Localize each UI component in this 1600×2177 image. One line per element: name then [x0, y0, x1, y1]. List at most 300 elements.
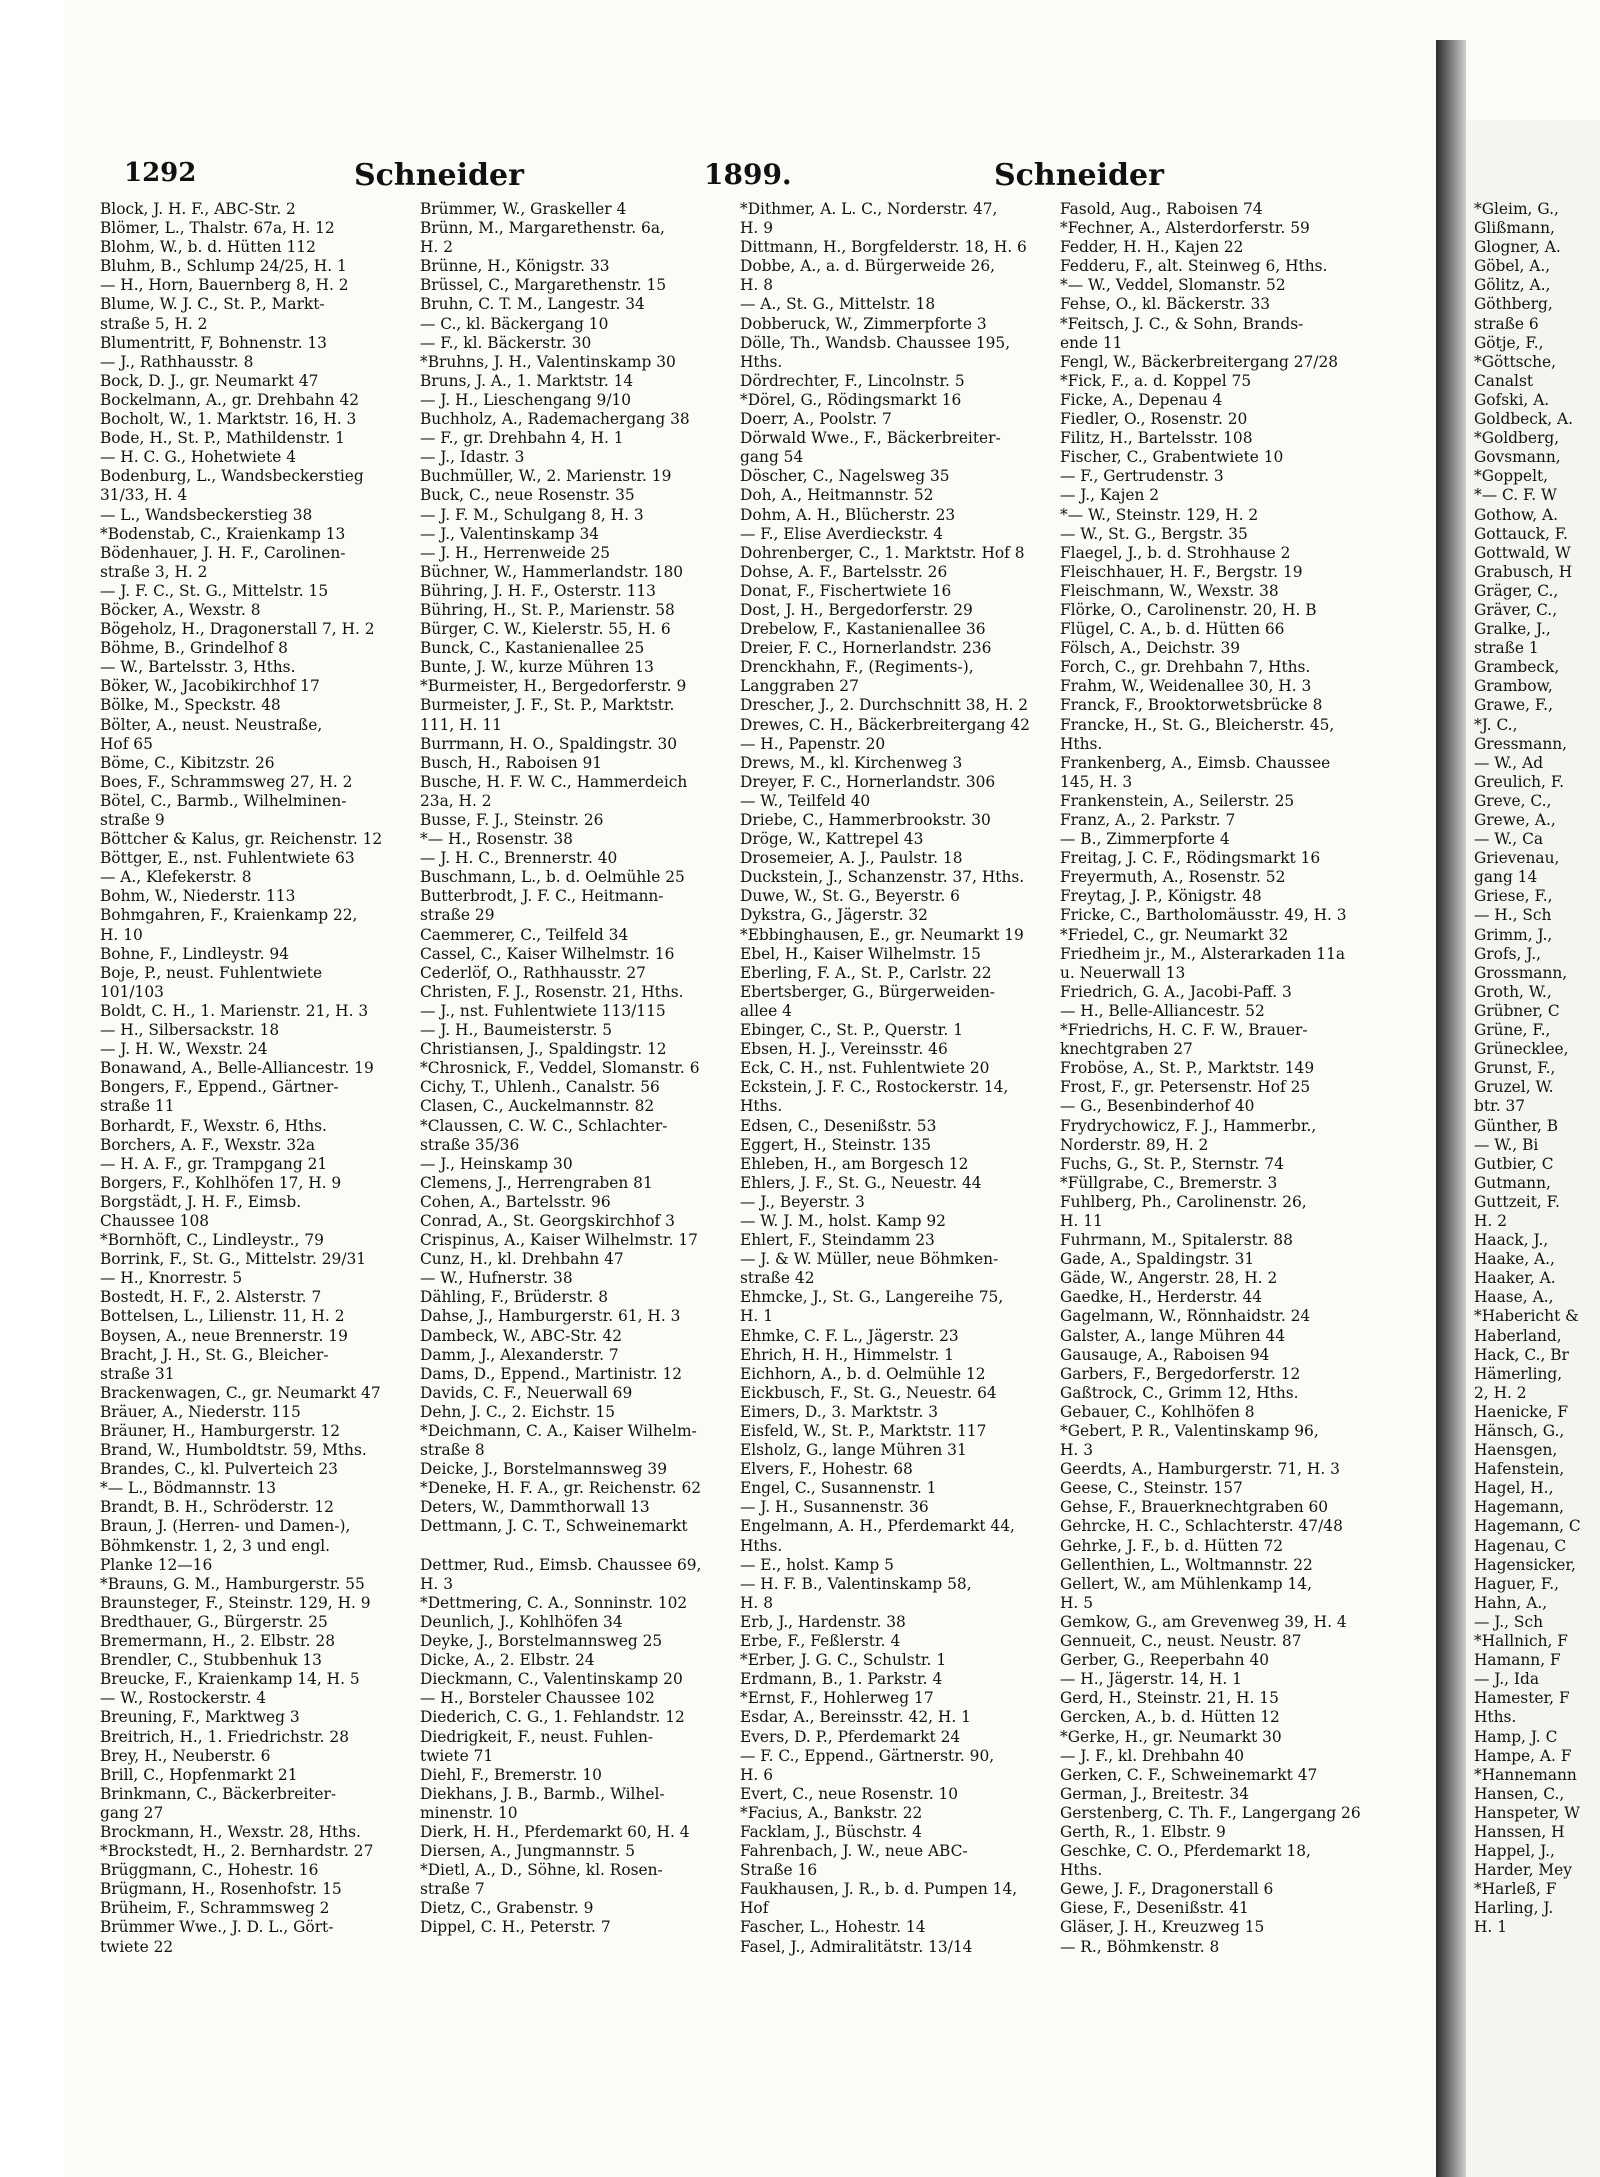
directory-entry-line: Doerr, A., Poolstr. 7	[740, 410, 892, 429]
directory-entry-line: Boysen, A., neue Brennerstr. 19	[100, 1326, 348, 1345]
directory-entry-line: Bodenburg, L., Wandsbeckerstieg	[100, 467, 364, 486]
directory-entry-line: Eck, C. H., nst. Fuhlentwiete 20	[740, 1059, 990, 1078]
directory-entry-line: straße 1	[1474, 639, 1539, 658]
directory-entry-line: Faukhausen, J. R., b. d. Pumpen 14,	[740, 1880, 1018, 1899]
directory-entry-line: Grawe, F.,	[1474, 696, 1553, 715]
directory-entry-line: H. 2	[1474, 1211, 1507, 1230]
directory-entry-line: Günther, B	[1474, 1116, 1559, 1135]
directory-entry-line: Filitz, H., Bartelsstr. 108	[1060, 429, 1253, 448]
directory-entry-line: H. 8	[740, 1593, 773, 1612]
directory-entry-line: Böhmkenstr. 1, 2, 3 und engl.	[100, 1536, 331, 1555]
directory-entry-line: Buck, C., neue Rosenstr. 35	[420, 486, 635, 505]
directory-entry-line: Fahrenbach, J. W., neue ABC-	[740, 1842, 968, 1861]
directory-entry-line: Dambeck, W., ABC-Str. 42	[420, 1326, 623, 1345]
directory-entry-line: — J. H., Lieschengang 9/10	[420, 390, 632, 409]
directory-entry-line: — H., Papenstr. 20	[740, 734, 886, 753]
directory-entry-line: Harder, Mey	[1474, 1861, 1572, 1880]
directory-entry-line: Hagenau, C	[1474, 1536, 1567, 1555]
directory-entry-line: — H., Borsteler Chaussee 102	[420, 1689, 655, 1708]
directory-entry-line: Goldbeck, A.	[1474, 410, 1574, 429]
directory-entry-line: *— W., Veddel, Slomanstr. 52	[1060, 276, 1286, 295]
directory-entry-line: Garbers, F., Bergedorferstr. 12	[1060, 1364, 1301, 1383]
directory-entry-line: Cichy, T., Uhlenh., Canalstr. 56	[420, 1078, 660, 1097]
directory-entry-line: — W., Bi	[1474, 1135, 1539, 1154]
directory-entry-line: Freyermuth, A., Rosenstr. 52	[1060, 868, 1286, 887]
directory-entry-line: Gercken, A., b. d. Hütten 12	[1060, 1708, 1280, 1727]
directory-entry-line: — J., Ida	[1474, 1670, 1540, 1689]
directory-entry-line: Fleischmann, W., Wexstr. 38	[1060, 581, 1279, 600]
directory-entry-line: Brendler, C., Stubbenhuk 13	[100, 1651, 322, 1670]
directory-entry-line: *— H., Rosenstr. 38	[420, 830, 573, 849]
directory-entry-line: Gottwald, W	[1474, 543, 1571, 562]
directory-entry-line: Bunck, C., Kastanienallee 25	[420, 639, 645, 658]
directory-entry-line: *Gebert, P. R., Valentinskamp 96,	[1060, 1422, 1319, 1440]
directory-entry-line: Brackenwagen, C., gr. Neumarkt 47	[100, 1383, 381, 1402]
directory-entry-line: Blume, W. J. C., St. P., Markt-	[100, 295, 325, 314]
directory-entry-line: Grievenau,	[1474, 849, 1560, 868]
directory-entry-line: Erbe, F., Feßlerstr. 4	[740, 1632, 901, 1651]
directory-entry-line: Breuning, F., Marktweg 3	[100, 1708, 300, 1727]
directory-entry-line: Dippel, C. H., Peterstr. 7	[420, 1918, 611, 1937]
directory-entry-line: — W., Hufnerstr. 38	[420, 1269, 573, 1288]
directory-entry-line: straße 3, H. 2	[100, 562, 208, 581]
directory-entry-line: Bögeholz, H., Dragonerstall 7, H. 2	[100, 620, 375, 639]
directory-entry-line: Dietz, C., Grabenstr. 9	[420, 1899, 594, 1918]
directory-column-4	[1060, 200, 1390, 1957]
directory-entry-line: Grabusch, H	[1474, 562, 1573, 581]
directory-entry-line: H. 2	[420, 238, 453, 257]
directory-entry-line: Dobbe, A., a. d. Bürgerweide 26,	[740, 257, 996, 276]
directory-entry-line: Hagel, H.,	[1474, 1479, 1554, 1498]
directory-entry-line: Gäde, W., Angerstr. 28, H. 2	[1060, 1269, 1278, 1288]
directory-entry-line: Drescher, J., 2. Durchschnitt 38, H. 2	[740, 696, 1029, 715]
directory-entry-line: Elsholz, G., lange Mühren 31	[740, 1441, 967, 1460]
directory-entry-line: Dohrenberger, C., 1. Marktstr. Hof 8	[740, 543, 1025, 562]
directory-entry-line: Brandt, B. H., Schröderstr. 12	[100, 1498, 334, 1517]
directory-entry-line: *Hannemann	[1474, 1765, 1577, 1784]
directory-entry-line: straße 35/36	[420, 1135, 520, 1154]
directory-entry-line: Gebauer, C., Kohlhöfen 8	[1060, 1402, 1255, 1421]
directory-entry-line: *Dithmer, A. L. C., Norderstr. 47,	[740, 200, 998, 218]
directory-entry-line: Grossmann,	[1474, 963, 1568, 982]
directory-entry-line: Gerstenberg, C. Th. F., Langergang 26	[1060, 1803, 1361, 1822]
directory-entry-line: Bocholt, W., 1. Marktstr. 16, H. 3	[100, 410, 357, 429]
directory-entry-line: Hths.	[740, 1097, 783, 1116]
directory-entry-line: Geese, C., Steinstr. 157	[1060, 1479, 1243, 1498]
directory-entry-line: Göthberg,	[1474, 295, 1553, 314]
directory-entry-line: — H., Silbersackstr. 18	[100, 1021, 280, 1040]
directory-entry-line: — F., Elise Averdieckstr. 4	[740, 524, 944, 543]
directory-entry-line: Duckstein, J., Schanzenstr. 37, Hths.	[740, 868, 1025, 887]
directory-entry-line: Haake, A.,	[1474, 1250, 1555, 1269]
directory-entry-line: gang 54	[740, 448, 804, 467]
directory-entry-line: Diekhans, J. B., Barmb., Wilhel-	[420, 1784, 665, 1803]
directory-entry-line: Blohm, W., b. d. Hütten 112	[100, 238, 316, 257]
directory-entry-line: — J., Valentinskamp 34	[420, 524, 600, 543]
directory-entry-line: Brügmann, H., Rosenhofstr. 15	[100, 1880, 342, 1899]
directory-entry-line: Engelmann, A. H., Pferdemarkt 44,	[740, 1517, 1015, 1536]
directory-entry-line: Frankenberg, A., Eimsb. Chaussee	[1060, 753, 1331, 772]
directory-entry-line: u. Neuerwall 13	[1060, 963, 1186, 982]
directory-entry-line: Brinkmann, C., Bäckerbreiter-	[100, 1784, 337, 1803]
directory-entry-line: Fuhlberg, Ph., Carolinenstr. 26,	[1060, 1192, 1307, 1211]
directory-entry-line: Haberland,	[1474, 1326, 1562, 1345]
directory-entry-line: Diedrigkeit, F., neust. Fuhlen-	[420, 1727, 654, 1746]
directory-entry-line: — G., Besenbinderhof 40	[1060, 1097, 1255, 1116]
directory-entry-line: Eggert, H., Steinstr. 135	[740, 1135, 932, 1154]
directory-entry-line: Geschke, C. O., Pferdemarkt 18,	[1060, 1842, 1311, 1861]
directory-entry-line: Drenckhahn, F., (Regiments-),	[740, 658, 974, 677]
directory-entry-line: Busch, H., Raboisen 91	[420, 753, 603, 772]
directory-entry-line: Ehrich, H. H., Himmelstr. 1	[740, 1345, 954, 1364]
directory-entry-line: Donat, F., Fischertwiete 16	[740, 581, 952, 600]
directory-entry-line: Hanspeter, W	[1474, 1803, 1580, 1822]
directory-entry-line: Dettmann, J. C. T., Schweinemarkt	[420, 1517, 688, 1536]
directory-entry-line: Gaedke, H., Herderstr. 44	[1060, 1288, 1263, 1307]
directory-entry-line: Bühring, H., St. P., Marienstr. 58	[420, 600, 675, 619]
directory-entry-line: Dost, J. H., Bergedorferstr. 29	[740, 600, 973, 619]
directory-entry-line: Dittmann, H., Borgfelderstr. 18, H. 6	[740, 238, 1027, 257]
directory-entry-line: Cassel, C., Kaiser Wilhelmstr. 16	[420, 944, 675, 963]
directory-entry-line: — J. & W. Müller, neue Böhmken-	[740, 1250, 999, 1269]
directory-entry-line: Grewe, A.,	[1474, 811, 1556, 829]
directory-entry-line: Drewes, C. H., Bäckerbreitergang 42	[740, 715, 1030, 734]
directory-entry-line: Fiedler, O., Rosenstr. 20	[1060, 410, 1248, 429]
directory-entry-line: — A., St. G., Mittelstr. 18	[740, 295, 936, 314]
directory-entry-line: Christen, F. J., Rosenstr. 21, Hths.	[420, 982, 684, 1001]
directory-entry-line: Götje, F.,	[1474, 333, 1544, 352]
directory-entry-line: Borchers, A. F., Wexstr. 32a	[100, 1135, 316, 1154]
directory-entry-line: *Harleß, F	[1474, 1880, 1557, 1899]
directory-entry-line: — W., Bartelsstr. 3, Hths.	[100, 658, 296, 677]
directory-entry-line: Brüssel, C., Margarethenstr. 15	[420, 276, 667, 295]
directory-entry-line: Ehleben, H., am Borgesch 12	[740, 1154, 969, 1173]
directory-entry-line: *Facius, A., Bankstr. 22	[740, 1803, 923, 1822]
directory-entry-line: Dams, D., Eppend., Martinistr. 12	[420, 1364, 683, 1383]
directory-entry-line: Dörwald Wwe., F., Bäckerbreiter-	[740, 429, 1001, 448]
directory-entry-line: Hths.	[1060, 734, 1103, 753]
directory-entry-line: Bräuer, A., Niederstr. 115	[100, 1402, 301, 1421]
directory-entry-line: Boes, F., Schrammsweg 27, H. 2	[100, 772, 353, 791]
directory-entry-line: — H. A. F., gr. Trampgang 21	[100, 1154, 328, 1173]
directory-entry-line: Clemens, J., Herrengraben 81	[420, 1173, 653, 1192]
directory-entry-line: *Füllgrabe, C., Bremerstr. 3	[1060, 1173, 1278, 1192]
directory-entry-line: Happel, J.,	[1474, 1842, 1555, 1861]
directory-entry-line: Fascher, L., Hohestr. 14	[740, 1918, 926, 1937]
directory-entry-line: Forch, C., gr. Drehbahn 7, Hths.	[1060, 658, 1311, 677]
directory-entry-line: Dröge, W., Kattrepel 43	[740, 830, 924, 849]
directory-entry-line: Ebertsberger, G., Bürgerweiden-	[740, 982, 995, 1001]
directory-entry-line: Fuchs, G., St. P., Sternstr. 74	[1060, 1154, 1284, 1173]
directory-entry-line: Gläser, J. H., Kreuzweg 15	[1060, 1918, 1265, 1937]
directory-entry-line: Fasold, Aug., Raboisen 74	[1060, 200, 1263, 218]
directory-entry-line: Breucke, F., Kraienkamp 14, H. 5	[100, 1670, 360, 1689]
directory-entry-line: Hämerling,	[1474, 1364, 1563, 1383]
directory-entry-line: — H. C. G., Hohetwiete 4	[100, 448, 296, 467]
directory-entry-line: *Ebbinghausen, E., gr. Neumarkt 19	[740, 925, 1024, 944]
directory-entry-line: Frahm, W., Weidenallee 30, H. 3	[1060, 677, 1312, 696]
directory-entry-line: *Bodenstab, C., Kraienkamp 13	[100, 524, 346, 543]
directory-entry-line: Caemmerer, C., Teilfeld 34	[420, 925, 629, 944]
directory-entry-line: — J., Rathhausstr. 8	[100, 352, 254, 371]
directory-entry-line: Brey, H., Neuberstr. 6	[100, 1746, 271, 1765]
directory-entry-line: Griese, F.,	[1474, 887, 1553, 906]
directory-entry-line: Brockmann, H., Wexstr. 28, Hths.	[100, 1822, 361, 1841]
directory-entry-line: Gellert, W., am Mühlenkamp 14,	[1060, 1574, 1312, 1593]
directory-entry-line: — J. H. C., Brennerstr. 40	[420, 849, 618, 868]
directory-entry-line: Ebel, H., Kaiser Wilhelmstr. 15	[740, 944, 981, 963]
directory-entry-line: Borrink, F., St. G., Mittelstr. 29/31	[100, 1250, 367, 1269]
directory-entry-line: Frost, F., gr. Petersenstr. Hof 25	[1060, 1078, 1311, 1097]
directory-entry-line: Ehlert, F., Steindamm 23	[740, 1231, 935, 1250]
directory-entry-line: Fuhrmann, M., Spitalerstr. 88	[1060, 1231, 1293, 1250]
directory-entry-line: Borgstädt, J. H. F., Eimsb.	[100, 1192, 302, 1211]
directory-column-1	[100, 200, 400, 1957]
directory-entry-line: *Brauns, G. M., Hamburgerstr. 55	[100, 1574, 365, 1593]
directory-entry-line: Deyke, J., Borstelmannsweg 25	[420, 1632, 663, 1651]
directory-entry-line: Hänsch, G.,	[1474, 1422, 1565, 1440]
directory-entry-line: Haenicke, F	[1474, 1402, 1569, 1421]
directory-entry-line: Hths.	[740, 1536, 783, 1555]
directory-entry-line: Harling, J.	[1474, 1899, 1554, 1918]
directory-entry-line: Block, J. H. F., ABC-Str. 2	[100, 200, 296, 218]
directory-entry-line: Deicke, J., Borstelmannsweg 39	[420, 1460, 668, 1479]
directory-entry-line: Cunz, H., kl. Drehbahn 47	[420, 1250, 624, 1269]
directory-entry-line: Greulich, F.	[1474, 772, 1565, 791]
directory-entry-line: 111, H. 11	[420, 715, 502, 734]
directory-entry-line: Guttzeit, F.	[1474, 1192, 1560, 1211]
directory-entry-line: Brünne, H., Königstr. 33	[420, 257, 610, 276]
directory-entry-line: H. 5	[1060, 1593, 1093, 1612]
directory-entry-line: Fengl, W., Bäckerbreitergang 27/28	[1060, 352, 1339, 371]
directory-entry-line: — F., kl. Bäckerstr. 30	[420, 333, 592, 352]
directory-entry-line: — J., Kajen 2	[1060, 486, 1160, 505]
directory-entry-line: Chaussee 108	[100, 1211, 210, 1230]
directory-entry-line: Brand, W., Humboldtstr. 59, Mths.	[100, 1441, 367, 1460]
directory-entry-line: Brandes, C., kl. Pulverteich 23	[100, 1460, 338, 1479]
directory-entry-line: Ebinger, C., St. P., Querstr. 1	[740, 1021, 963, 1040]
directory-entry-line: Hahn, A.,	[1474, 1593, 1548, 1612]
directory-entry-line: *Claussen, C. W. C., Schlachter-	[420, 1116, 668, 1135]
directory-entry-line: Hansen, C.,	[1474, 1784, 1565, 1803]
directory-entry-line: *— L., Bödmannstr. 13	[100, 1479, 277, 1498]
directory-entry-line: *Erber, J. G. C., Schulstr. 1	[740, 1651, 947, 1670]
directory-entry-line: Gutbier, C	[1474, 1154, 1554, 1173]
directory-entry-line: — J., Heinskamp 30	[420, 1154, 573, 1173]
directory-entry-line: Fedderu, F., alt. Steinweg 6, Hths.	[1060, 257, 1328, 276]
directory-entry-line: Norderstr. 89, H. 2	[1060, 1135, 1209, 1154]
directory-entry-line: Bunte, J. W., kurze Mühren 13	[420, 658, 654, 677]
directory-entry-line: Eisfeld, W., St. P., Marktstr. 117	[740, 1422, 987, 1440]
directory-entry-line: Gressmann,	[1474, 734, 1568, 753]
directory-entry-line: H. 6	[740, 1765, 773, 1784]
directory-entry-line: Freytag, J. P., Königstr. 48	[1060, 887, 1262, 906]
directory-entry-line: Gölitz, A.,	[1474, 276, 1551, 295]
directory-entry-line: Buschmann, L., b. d. Oelmühle 25	[420, 868, 685, 887]
directory-entry-line: Grambeck,	[1474, 658, 1560, 677]
directory-entry-line: Evert, C., neue Rosenstr. 10	[740, 1784, 959, 1803]
directory-entry-line: Canalst	[1474, 371, 1534, 390]
directory-entry-line: Deters, W., Dammthorwall 13	[420, 1498, 650, 1517]
directory-entry-line: Eberling, F. A., St. P., Carlstr. 22	[740, 963, 992, 982]
directory-entry-line: Dreyer, F. C., Hornerlandstr. 306	[740, 772, 996, 791]
directory-entry-line: Galster, A., lange Mühren 44	[1060, 1326, 1286, 1345]
directory-entry-line: *Dörel, G., Rödingsmarkt 16	[740, 390, 962, 409]
directory-entry-line: Dehn, J. C., 2. Eichstr. 15	[420, 1402, 616, 1421]
directory-entry-line: *Ernst, F., Hohlerweg 17	[740, 1689, 934, 1708]
directory-entry-line: Drosemeier, A. J., Paulstr. 18	[740, 849, 963, 868]
directory-column-3	[740, 200, 1040, 1957]
directory-entry-line: Edsen, C., Desenißstr. 53	[740, 1116, 937, 1135]
directory-entry-line: — J. H., Baumeisterstr. 5	[420, 1021, 613, 1040]
directory-entry-line: Ficke, A., Depenau 4	[1060, 390, 1223, 409]
directory-entry-line: btr. 37	[1474, 1097, 1526, 1116]
directory-entry-line: — J., Idastr. 3	[420, 448, 525, 467]
directory-entry-line: Grünecklee,	[1474, 1040, 1569, 1059]
directory-entry-line: *Gerke, H., gr. Neumarkt 30	[1060, 1727, 1282, 1746]
directory-entry-line: *Feitsch, J. C., & Sohn, Brands-	[1060, 314, 1304, 333]
directory-entry-line: Evers, D. P., Pferdemarkt 24	[740, 1727, 961, 1746]
directory-entry-line: Fehse, O., kl. Bäckerstr. 33	[1060, 295, 1271, 314]
directory-entry-line: Friedrich, G. A., Jacobi-Paff. 3	[1060, 982, 1292, 1001]
directory-entry-line: straße 11	[100, 1097, 175, 1116]
directory-entry-line: Dahse, J., Hamburgerstr. 61, H. 3	[420, 1307, 681, 1326]
directory-entry-line: Breitrich, H., 1. Friedrichstr. 28	[100, 1727, 349, 1746]
directory-entry-line: *Fick, F., a. d. Koppel 75	[1060, 371, 1252, 390]
directory-entry-line: Duwe, W., St. G., Beyerstr. 6	[740, 887, 960, 906]
directory-entry-line: Bockelmann, A., gr. Drehbahn 42	[100, 390, 360, 409]
directory-entry-line: H. 1	[740, 1307, 773, 1326]
directory-entry-line: Gutmann,	[1474, 1173, 1551, 1192]
directory-entry-line: Bölter, A., neust. Neustraße,	[100, 715, 323, 734]
directory-entry-line: Hof	[740, 1899, 769, 1918]
directory-entry-line: Franz, A., 2. Parkstr. 7	[1060, 811, 1236, 829]
directory-entry-line: Dähling, F., Brüderstr. 8	[420, 1288, 608, 1307]
year-heading: 1899.	[704, 158, 792, 191]
page-number: 1292	[124, 158, 197, 188]
directory-entry-line: Hths.	[740, 352, 783, 371]
directory-entry-line: H. 8	[740, 276, 773, 295]
directory-entry-line: Hagemann,	[1474, 1498, 1565, 1517]
directory-entry-line: *Chrosnick, F., Veddel, Slomanstr. 6	[420, 1059, 700, 1078]
directory-entry-line: Flaegel, J., b. d. Strohhause 2	[1060, 543, 1291, 562]
directory-entry-line: Fedder, H. H., Kajen 22	[1060, 238, 1244, 257]
directory-entry-line: gang 27	[100, 1803, 164, 1822]
directory-entry-line: Erb, J., Hardenstr. 38	[740, 1612, 906, 1631]
directory-entry-line: *Fechner, A., Alsterdorferstr. 59	[1060, 219, 1310, 238]
directory-entry-line: Grunst, F.,	[1474, 1059, 1556, 1078]
directory-entry-line: Brümmer Wwe., J. D. L., Gört-	[100, 1918, 334, 1937]
directory-entry-line: Dettmer, Rud., Eimsb. Chaussee 69,	[420, 1555, 702, 1574]
directory-entry-line: Gennueit, C., neust. Neustr. 87	[1060, 1632, 1302, 1651]
directory-entry-line: Gagelmann, W., Rönnhaidstr. 24	[1060, 1307, 1311, 1326]
directory-entry-line: — J. F. C., St. G., Mittelstr. 15	[100, 581, 329, 600]
directory-entry-line: H. 3	[420, 1574, 453, 1593]
directory-entry-line: Brünn, M., Margarethenstr. 6a,	[420, 219, 665, 238]
directory-entry-line: Dohse, A. F., Bartelsstr. 26	[740, 562, 948, 581]
directory-entry-line: Boldt, C. H., 1. Marienstr. 21, H. 3	[100, 1001, 369, 1020]
directory-entry-line: knechtgraben 27	[1060, 1040, 1193, 1059]
directory-entry-line: Bühring, J. H. F., Osterstr. 113	[420, 581, 656, 600]
directory-entry-line: Bohm, W., Niederstr. 113	[100, 887, 296, 906]
directory-entry-line: Gerd, H., Steinstr. 21, H. 15	[1060, 1689, 1279, 1708]
directory-entry-line: — W., Teilfeld 40	[740, 791, 871, 810]
directory-entry-line: Eimers, D., 3. Marktstr. 3	[740, 1402, 939, 1421]
directory-entry-line: Bohmgahren, F., Kraienkamp 22,	[100, 906, 358, 925]
directory-entry-line: Drews, M., kl. Kirchenweg 3	[740, 753, 963, 772]
directory-entry-line: straße 7	[420, 1880, 485, 1899]
directory-entry-line: Fasel, J., Admiralitätstr. 13/14	[740, 1937, 973, 1956]
directory-entry-line: ende 11	[1060, 333, 1123, 352]
directory-entry-line: 145, H. 3	[1060, 772, 1133, 791]
directory-entry-line: Bracht, J. H., St. G., Bleicher-	[100, 1345, 329, 1364]
directory-entry-line: Grübner, C	[1474, 1001, 1560, 1020]
directory-entry-line: Gewe, J. F., Dragonerstall 6	[1060, 1880, 1274, 1899]
right-running-heading: Schneider	[994, 158, 1164, 193]
directory-entry-line: Esdar, A., Bereinsstr. 42, H. 1	[740, 1708, 971, 1727]
directory-entry-line: — W., Ad	[1474, 753, 1544, 772]
directory-entry-line: Diederich, C. G., 1. Fehlandstr. 12	[420, 1708, 685, 1727]
directory-entry-line: — B., Zimmerpforte 4	[1060, 830, 1230, 849]
directory-entry-line: *Hallnich, F	[1474, 1632, 1568, 1651]
directory-entry-line: Gehrke, J. F., b. d. Hütten 72	[1060, 1536, 1284, 1555]
directory-entry-line: — H., Horn, Bauernberg 8, H. 2	[100, 276, 349, 295]
directory-entry-line: Froböse, A., St. P., Marktstr. 149	[1060, 1059, 1315, 1078]
directory-entry-line: — J. H. W., Wexstr. 24	[100, 1040, 268, 1059]
directory-entry-line: German, J., Breitestr. 34	[1060, 1784, 1249, 1803]
directory-entry-line: straße 42	[740, 1269, 815, 1288]
directory-entry-line: Eckstein, J. F. C., Rostockerstr. 14,	[740, 1078, 1009, 1097]
directory-entry-line: Gofski, A.	[1474, 390, 1550, 409]
directory-entry-line: Gruzel, W.	[1474, 1078, 1554, 1097]
directory-entry-line: Drebelow, F., Kastanienallee 36	[740, 620, 986, 639]
directory-entry-line: Clasen, C., Auckelmannstr. 82	[420, 1097, 655, 1116]
directory-entry-line: Gehrcke, H. C., Schlachterstr. 47/48	[1060, 1517, 1343, 1536]
directory-entry-line: Fölsch, A., Deichstr. 39	[1060, 639, 1241, 658]
directory-entry-line: Bostedt, H. F., 2. Alsterstr. 7	[100, 1288, 322, 1307]
directory-entry-line: Böhme, B., Grindelhof 8	[100, 639, 288, 658]
directory-entry-line: Planke 12—16	[100, 1555, 213, 1574]
directory-entry-line: Fricke, C., Bartholomäusstr. 49, H. 3	[1060, 906, 1347, 925]
directory-entry-line: Bode, H., St. P., Mathildenstr. 1	[100, 429, 345, 448]
directory-entry-line: Braun, J. (Herren- und Damen-),	[100, 1517, 351, 1536]
directory-entry-line: Bongers, F., Eppend., Gärtner-	[100, 1078, 339, 1097]
directory-entry-line: — F. C., Eppend., Gärtnerstr. 90,	[740, 1746, 995, 1765]
directory-entry-line: — W., St. G., Bergstr. 35	[1060, 524, 1248, 543]
directory-entry-line: *Göttsche,	[1474, 352, 1557, 371]
directory-entry-line: Deunlich, J., Kohlhöfen 34	[420, 1612, 623, 1631]
directory-entry-line: Burmeister, J. F., St. P., Marktstr.	[420, 696, 675, 715]
directory-entry-line: Brüheim, F., Schrammsweg 2	[100, 1899, 330, 1918]
directory-entry-line: Haensgen,	[1474, 1441, 1558, 1460]
directory-entry-line: Burrmann, H. O., Spaldingstr. 30	[420, 734, 678, 753]
directory-entry-line: Gellenthien, L., Woltmannstr. 22	[1060, 1555, 1313, 1574]
directory-entry-line: Elvers, F., Hohestr. 68	[740, 1460, 913, 1479]
directory-entry-line: Dördrechter, F., Lincolnstr. 5	[740, 371, 965, 390]
directory-entry-line: — W., Rostockerstr. 4	[100, 1689, 267, 1708]
directory-entry-line: Fischer, C., Grabentwiete 10	[1060, 448, 1284, 467]
directory-entry-line: Gerken, C. F., Schweinemarkt 47	[1060, 1765, 1318, 1784]
directory-entry-line: — H., Belle-Alliancestr. 52	[1060, 1001, 1265, 1020]
directory-entry-line: Hanssen, H	[1474, 1822, 1565, 1841]
directory-entry-line: Brüggmann, C., Hohestr. 16	[100, 1861, 319, 1880]
directory-entry-line: *Friedel, C., gr. Neumarkt 32	[1060, 925, 1289, 944]
directory-entry-line: *— C. F. W	[1474, 486, 1557, 505]
directory-entry-line: Frydrychowicz, F. J., Hammerbr.,	[1060, 1116, 1317, 1135]
directory-entry-line: — J. H., Susannenstr. 36	[740, 1498, 929, 1517]
directory-entry-line: Doh, A., Heitmannstr. 52	[740, 486, 934, 505]
directory-entry-line: Glißmann,	[1474, 219, 1555, 238]
